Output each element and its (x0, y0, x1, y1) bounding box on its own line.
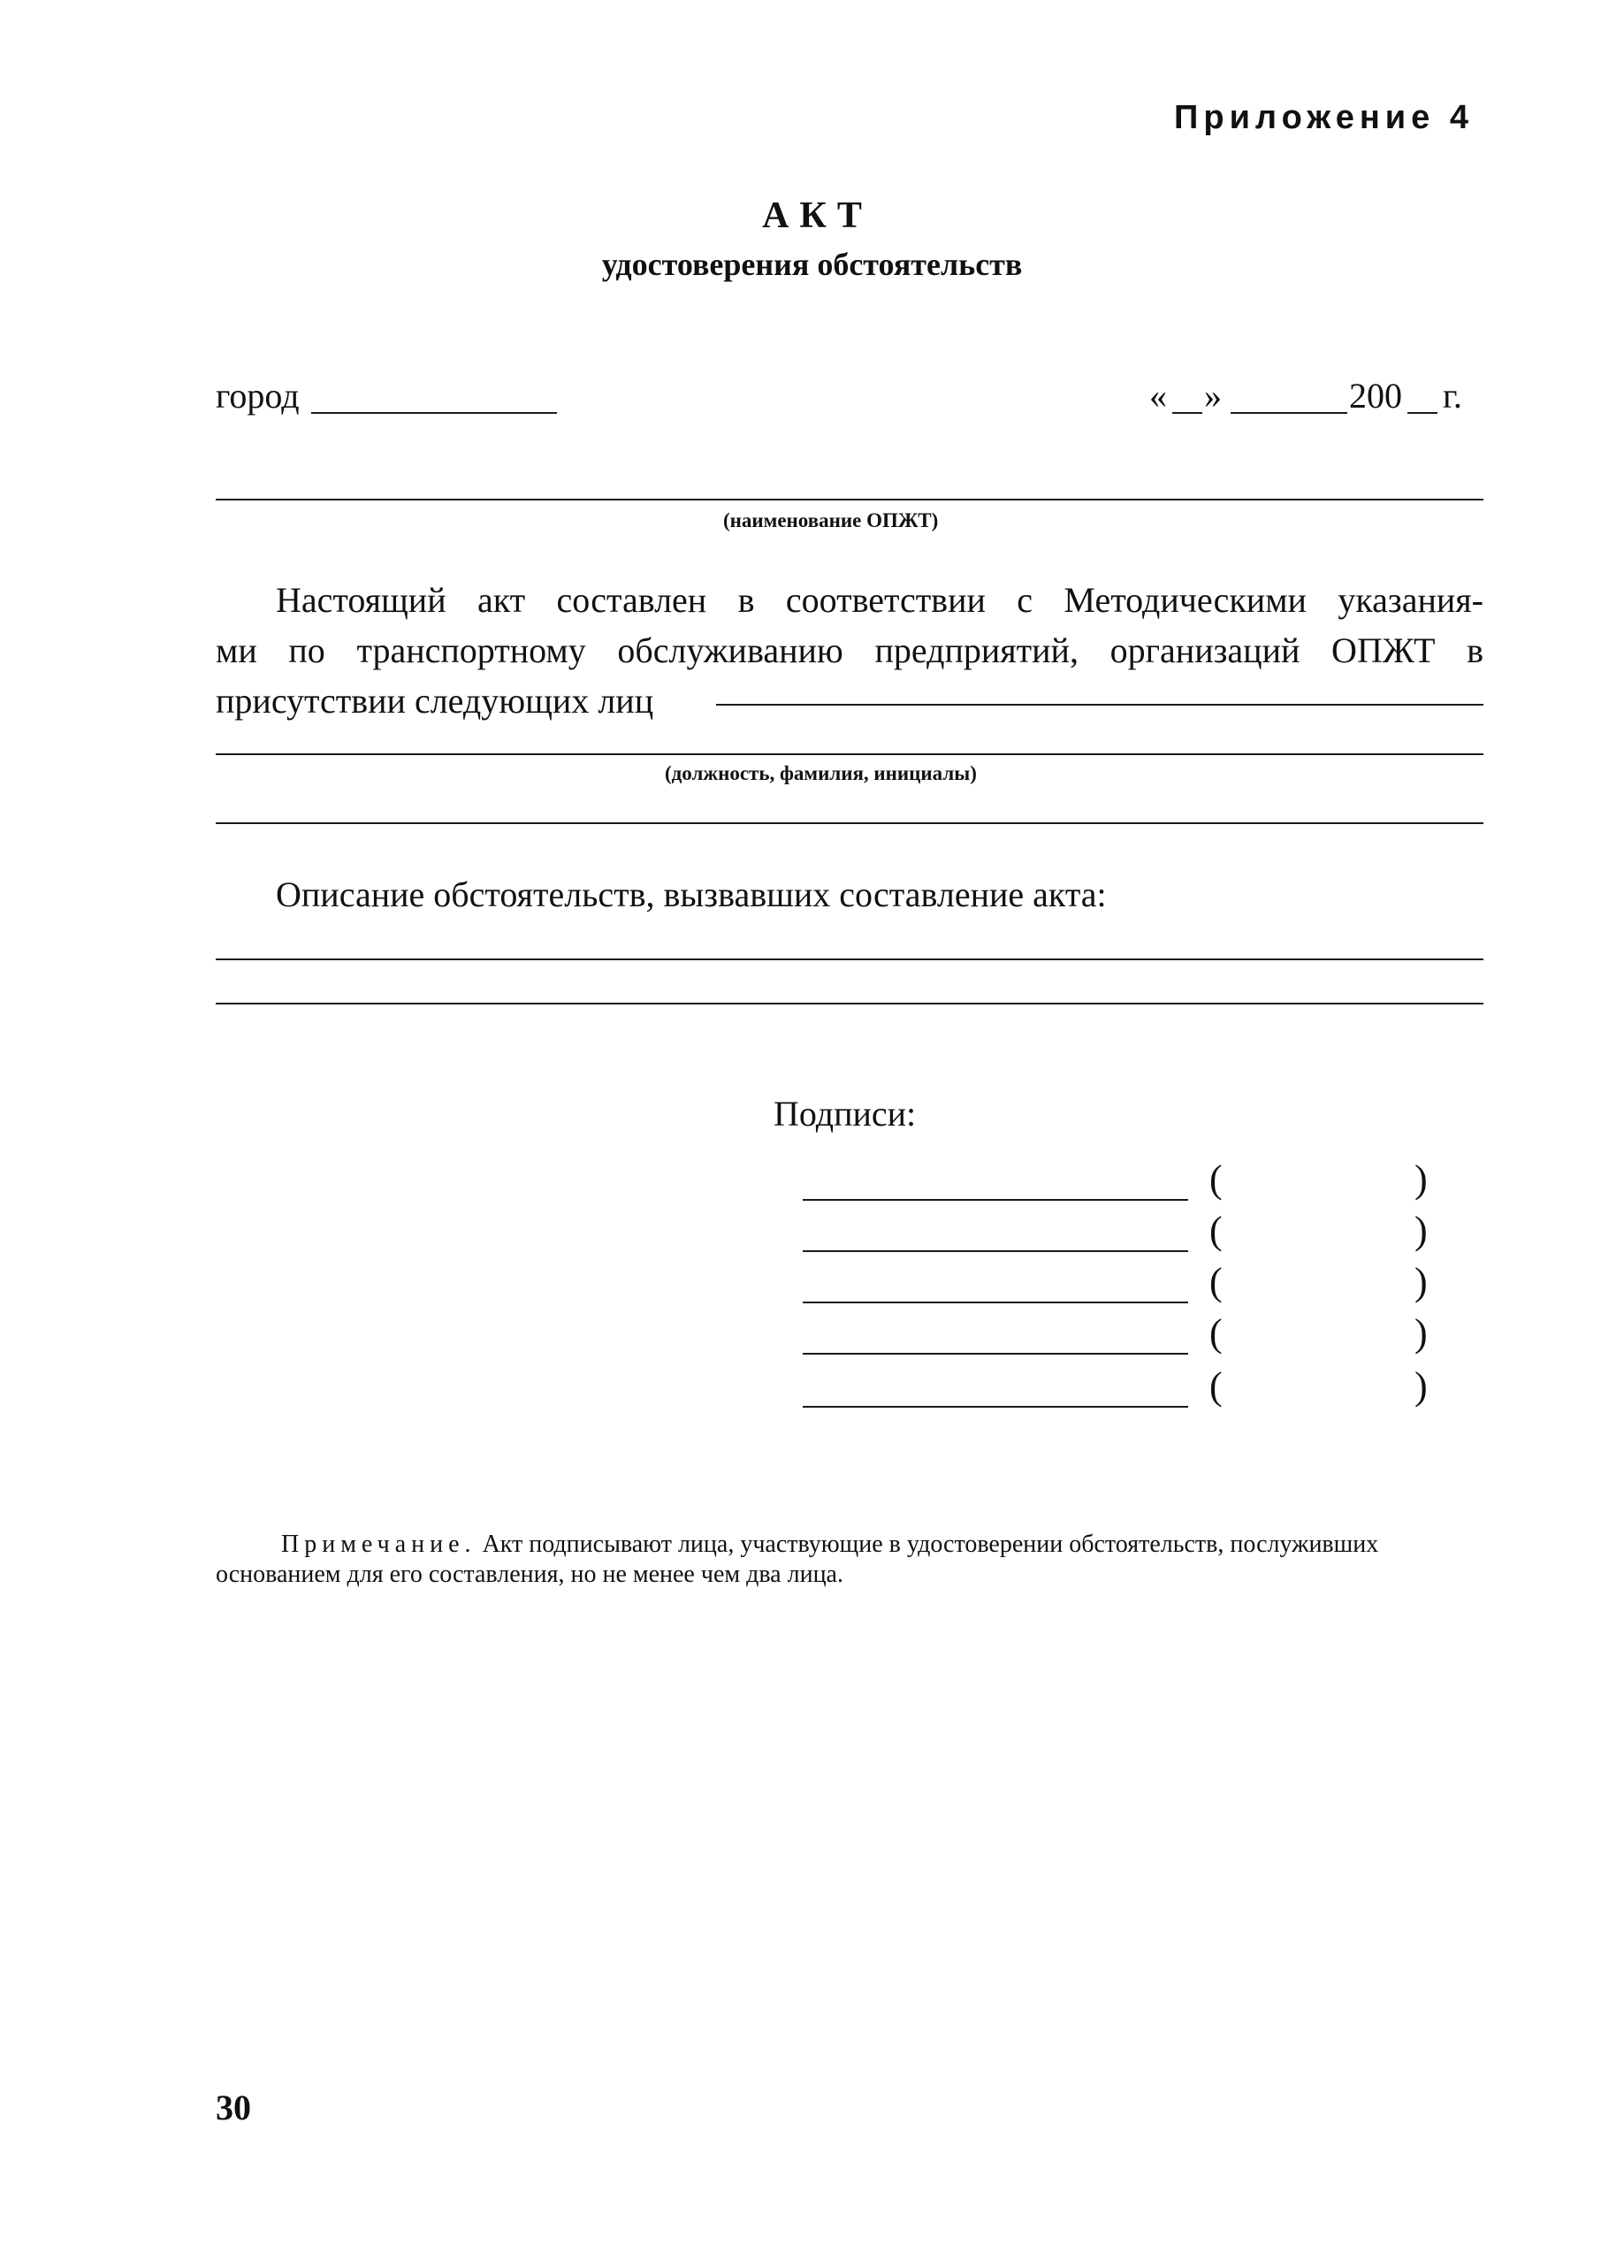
note-block (216, 1530, 1483, 1590)
signature-open-paren-4: ( (1209, 1311, 1223, 1355)
city-label: город (216, 376, 300, 416)
date-month-field[interactable] (1231, 412, 1347, 414)
persons-field-2[interactable] (216, 753, 1483, 755)
date-year-field[interactable] (1407, 412, 1437, 414)
signatures-label: Подписи: (774, 1094, 917, 1134)
persons-field-1[interactable] (716, 704, 1483, 706)
signature-line-1[interactable] (803, 1199, 1188, 1201)
description-field-1[interactable] (216, 958, 1483, 960)
signature-line-2[interactable] (803, 1250, 1188, 1252)
signature-close-paren-1: ) (1414, 1157, 1428, 1201)
persons-field-3[interactable] (216, 822, 1483, 824)
signature-close-paren-5: ) (1414, 1364, 1428, 1408)
signature-open-paren-1: ( (1209, 1157, 1223, 1201)
org-caption: (наименование ОПЖТ) (723, 509, 939, 531)
document-subtitle: удостоверения обстоятельств (601, 247, 1023, 282)
date-close-quote: » (1204, 376, 1222, 416)
date-day-field[interactable] (1172, 412, 1202, 414)
intro-line-1: Настоящий акт составлен в соответствии с Методическими указания- (276, 580, 1483, 620)
date-open-quote: « (1149, 376, 1167, 416)
description-field-2[interactable] (216, 1003, 1483, 1004)
appendix-label: Приложение 4 (1174, 99, 1474, 136)
date-year-suffix: г. (1443, 376, 1462, 416)
org-name-field[interactable] (216, 499, 1483, 500)
signature-open-paren-3: ( (1209, 1260, 1223, 1303)
document-title: АКТ (762, 195, 873, 236)
note-label: Примечание. (281, 1531, 477, 1558)
description-label: Описание обстоятельств, вызвавших составление акта: (276, 874, 1107, 914)
signature-close-paren-4: ) (1414, 1311, 1428, 1355)
intro-line-2: ми по транспортному обслуживанию предприятий, организаций ОПЖТ в (216, 630, 1483, 670)
note-text: Акт подписывают лица, участвующие в удостоверении обстоятельств, послуживших основанием для его составления, но не менее чем два лица. (216, 1531, 1379, 1588)
persons-caption: (должность, фамилия, инициалы) (665, 762, 977, 784)
city-field[interactable] (311, 412, 557, 414)
signature-open-paren-2: ( (1209, 1209, 1223, 1252)
signature-line-5[interactable] (803, 1406, 1188, 1408)
signature-close-paren-2: ) (1414, 1209, 1428, 1252)
signature-line-4[interactable] (803, 1353, 1188, 1355)
signature-close-paren-3: ) (1414, 1260, 1428, 1303)
signature-line-3[interactable] (803, 1302, 1188, 1303)
page-number: 30 (216, 2088, 251, 2127)
intro-line-3: присутствии следующих лиц (216, 681, 654, 721)
date-year-prefix: 200 (1349, 376, 1402, 416)
signature-open-paren-5: ( (1209, 1364, 1223, 1408)
